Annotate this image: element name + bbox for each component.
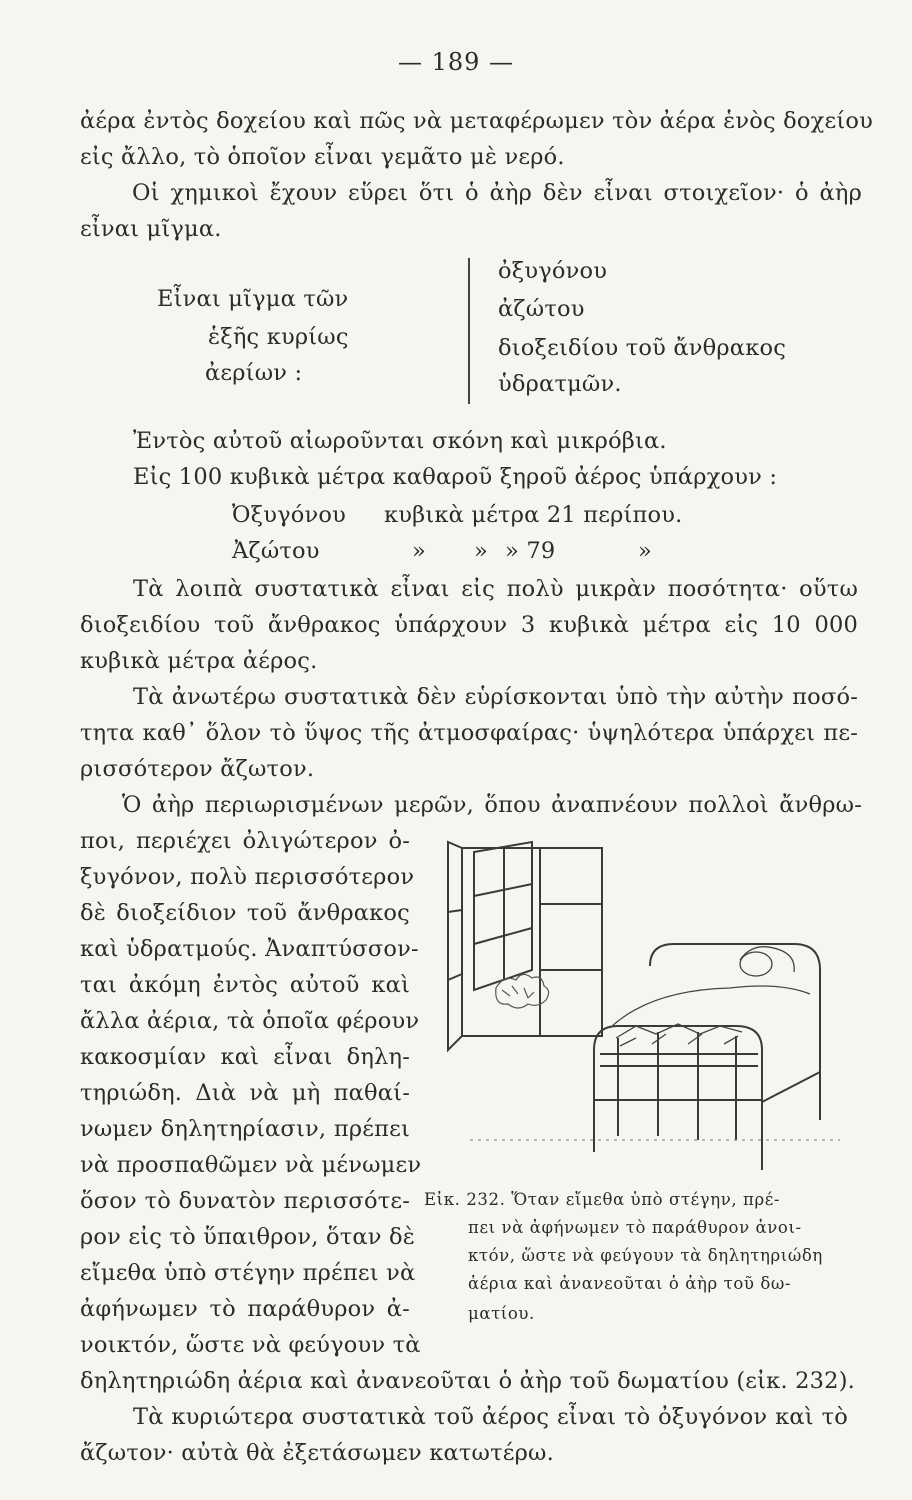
bedroom-window-illustration <box>440 840 870 1180</box>
text-line: εἴμεθα ὑπὸ στέγην πρέπει νὰ <box>80 1260 416 1286</box>
nitrogen-quantity: » 79 <box>505 538 556 564</box>
text-line: εἶναι μῖγμα. <box>80 216 222 242</box>
text-line: Ἐντὸς αὐτοῦ αἰωροῦνται σκόνη καὶ μικρόβια. <box>133 428 667 454</box>
ditto-mark: » <box>638 538 652 564</box>
mixture-component: ὑδρατμῶν. <box>498 371 622 397</box>
mixture-component: διοξειδίου τοῦ ἄνθρακος <box>498 335 787 361</box>
text-line: τηριώδη. Διὰ νὰ μὴ παθαί- <box>80 1080 410 1106</box>
vertical-divider <box>468 258 470 404</box>
mixture-label: ἑξῆς κυρίως <box>208 324 349 350</box>
figure-caption: ἀέρια καὶ ἀνανεοῦται ὁ ἀὴρ τοῦ δω- <box>468 1274 792 1293</box>
mixture-label: ἀερίων : <box>205 360 303 386</box>
text-line: ται ἀκόμη ἐντὸς αὐτοῦ καὶ <box>80 972 410 998</box>
text-line: ρον εἰς τὸ ὕπαιθρον, ὅταν δὲ <box>80 1224 416 1250</box>
text-line: Εἰς 100 κυβικὰ μέτρα καθαροῦ ξηροῦ ἀέρος ὑπάρχουν : <box>133 464 778 490</box>
text-line: ἀφήνωμεν τὸ παράθυρον ἀ- <box>80 1296 410 1322</box>
text-line: νοικτόν, ὥστε νὰ φεύγουν τὰ <box>80 1332 421 1358</box>
mixture-component: ὀξυγόνου <box>498 258 608 284</box>
text-line: ἄλλα ἀέρια, τὰ ὁποῖα φέρουν <box>80 1008 420 1034</box>
text-line: κακοσμίαν καὶ εἶναι δηλη- <box>80 1044 410 1070</box>
text-line: ρισσότερον ἄζωτον. <box>80 756 315 782</box>
text-line: καὶ ὑδρατμούς. Ἀναπτύσσον- <box>80 936 419 962</box>
text-line: ποι, περιέχει ὀλιγώτερον ὀ- <box>80 828 410 854</box>
oxygen-quantity: κυβικὰ μέτρα 21 περίπου. <box>384 502 683 528</box>
oxygen-name: Ὀξυγόνου <box>232 502 347 528</box>
ditto-mark: » <box>412 538 426 564</box>
text-line: νωμεν δηλητηρίασιν, πρέπει <box>80 1116 410 1142</box>
text-line: νὰ προσπαθῶμεν νὰ μένωμεν <box>80 1152 422 1178</box>
page-number: — 189 — <box>397 48 515 76</box>
text-line: ξυγόνον, πολὺ περισσότερον <box>80 864 415 890</box>
text-line: Ὁ ἀὴρ περιωρισμένων μερῶν, ὅπου ἀναπνέουν πολλοὶ ἄνθρω- <box>122 792 862 818</box>
text-line: Τὰ λοιπὰ συστατικὰ εἶναι εἰς πολὺ μικρὰν ποσότητα· οὕτω <box>133 576 858 602</box>
text-line: ἀέρα ἐντὸς δοχείου καὶ πῶς νὰ μεταφέρωμεν τὸν ἀέρα ἑνὸς δοχείου <box>80 108 873 134</box>
text-line: Τὰ ἀνωτέρω συστατικὰ δὲν εὑρίσκονται ὑπὸ τὴν αὐτὴν ποσό- <box>133 684 858 710</box>
mixture-label: Εἶναι μῖγμα τῶν <box>157 286 349 312</box>
figure-caption: Εἰκ. 232. Ὅταν εἴμεθα ὑπὸ στέγην, πρέ- <box>424 1190 781 1209</box>
text-line: διοξειδίου τοῦ ἄνθρακος ὑπάρχουν 3 κυβικὰ μέτρα εἰς 10 000 <box>80 612 858 638</box>
text-line: δηλητηριώδη ἀέρια καὶ ἀνανεοῦται ὁ ἀὴρ τοῦ δωματίου (εἰκ. 232). <box>80 1368 856 1394</box>
text-line: εἰς ἄλλο, τὸ ὁποῖον εἶναι γεμᾶτο μὲ νερό. <box>80 144 565 170</box>
mixture-component: ἀζώτου <box>498 296 585 322</box>
ditto-mark: » <box>474 538 488 564</box>
figure-caption: κτόν, ὥστε νὰ φεύγουν τὰ δηλητηριώδη <box>468 1246 823 1265</box>
text-line: τητα καθ᾽ ὅλον τὸ ὕψος τῆς ἀτμοσφαίρας· ὑψηλότερα ὑπάρχει πε- <box>80 720 858 746</box>
text-line: δὲ διοξείδιον τοῦ ἄνθρακος <box>80 900 410 926</box>
text-line: ἄζωτον· αὐτὰ θὰ ἐξετάσωμεν κατωτέρω. <box>80 1440 554 1466</box>
text-line: Οἱ χημικοὶ ἔχουν εὕρει ὅτι ὁ ἀὴρ δὲν εἶναι στοιχεῖον· ὁ ἀὴρ <box>132 180 862 206</box>
figure-caption: πει νὰ ἀφήνωμεν τὸ παράθυρον ἀνοι- <box>468 1218 802 1237</box>
text-line: Τὰ κυριώτερα συστατικὰ τοῦ ἀέρος εἶναι τὸ ὀξυγόνον καὶ τὸ <box>133 1404 848 1430</box>
nitrogen-name: Ἀζώτου <box>232 538 320 564</box>
figure-caption: ματίου. <box>468 1304 535 1323</box>
text-line: κυβικὰ μέτρα ἀέρος. <box>80 648 318 674</box>
text-line: ὅσον τὸ δυνατὸν περισσότε- <box>80 1188 410 1214</box>
